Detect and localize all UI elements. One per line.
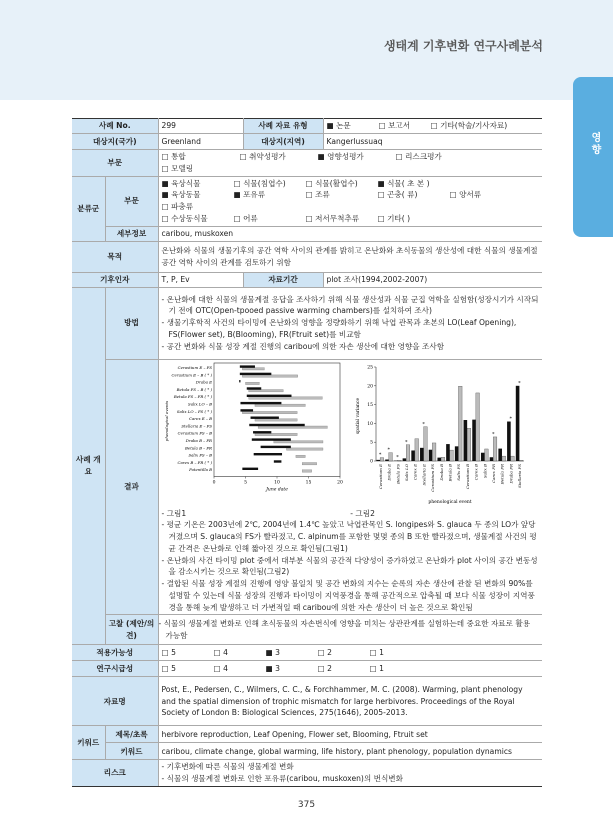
bar-control [248,389,283,391]
y-tick-label: Betula FS – FR ( * ) [173,393,212,399]
y-tick-label: Salix LO – B [187,401,212,407]
bar-warmed [420,447,424,460]
x-tick-label: 5 [243,480,247,486]
bar-control [501,456,505,461]
site-region: Kangerlussuaq [323,134,542,150]
checkbox-option[interactable]: □ 식물(활엽수) [306,178,378,190]
bar-control [273,440,322,442]
checkbox-option[interactable]: ■ 포유류 [234,189,306,201]
checkbox-option[interactable]: □ 조류 [306,189,378,201]
bar-control [286,447,323,449]
y-tick-label: Cerastium FS – B [177,430,212,436]
bar-warmed [251,438,290,440]
label-applicability: 적용가능성 [72,645,158,661]
bar-warmed [250,416,278,418]
checkbox-option[interactable]: □ 양서류 [450,189,522,201]
y-tick-label: Salix FS – B [187,452,212,458]
period: plot 조사(1994,2002-2007) [323,272,542,287]
checkbox-option[interactable]: □ 저서무척추류 [306,213,378,225]
bar-warmed [249,423,304,425]
checkbox-option[interactable]: □ 기타(학술/기사자료) [431,120,483,132]
bar-control [254,418,296,420]
checkbox-option[interactable]: □ 5 [162,647,214,659]
x-tick-label: Carex E [412,463,418,480]
bar-warmed [463,420,467,461]
bar-control [510,456,514,461]
x-axis-label: June date [265,487,288,493]
y-tick-label: Stellaria E – FS [180,422,212,428]
checkbox-option[interactable]: □ 1 [370,647,422,659]
figure-2-caption: - 그림2 [350,508,539,520]
bar-control [432,443,436,461]
urgency-options [162,663,540,675]
x-tick-label: 20 [336,480,343,486]
bar-warmed [411,450,415,461]
bar-control [449,450,453,461]
label-keyword: 키워드 [72,726,105,760]
bar-warmed [515,385,519,460]
checkbox-option[interactable]: □ 4 [214,663,266,675]
checkbox-option[interactable]: □ 어류 [234,213,306,225]
method-line: - 공간 변화와 식물 성장 계절 진행의 caribou에 의한 자손 생산에 대한 영향을 조사함 [162,341,540,353]
x-tick-label: Betula B [447,463,452,481]
bar-warmed [240,401,281,403]
x-tick-label: Draba FR [507,463,513,484]
case-table [72,118,542,787]
taxon-row-3 [162,213,540,225]
bar-control [414,438,418,460]
bar-control [302,462,316,464]
bar-warmed [253,453,281,455]
checkbox-option[interactable]: ■ 육상식물 [162,178,234,190]
checkbox-option[interactable]: □ 곤충( 류) [378,189,450,201]
bar-warmed [246,387,260,389]
checkbox-option[interactable]: □ 모델링 [162,163,240,175]
y-tick-label: 0 [369,459,373,465]
bar-warmed [402,458,406,461]
bar-warmed [507,421,511,460]
checkbox-option[interactable]: □ 수상동식물 [162,213,234,225]
side-tab[interactable] [573,77,613,237]
result-line: - 온난화의 사건 타이밍 plot 중에서 대부분 식물의 공간적 다양성이 증가하였고 온난화가 plot 사이의 공간 변동성을 감소시키는 것으로 확인됨(그림2) [162,555,540,579]
result-line: - 평균 기온은 2003년에 2℃, 2004년에 1.4℃ 높았고 낙엽관목인 S. longipes와 S. glauca 두 종의 LO가 앞당겨졌으며 S. glauca의 FS가 빨라졌고, C. alpinum를 포함한 몇몇 종의 B 또한 빨라졌으며, 생물계절 사건의 평균 간격은 온난화로 인해 짧아진 것으로 확인됨(그림1) [162,519,540,554]
figure-1-caption: - 그림1 [162,508,351,520]
checkbox-option[interactable]: □ 통합 [162,151,240,163]
label-urgency: 연구시급성 [72,661,158,677]
site-country: Greenland [158,134,243,150]
checkbox-option[interactable]: ■ 식물( 초 본 ) [378,178,450,190]
y-tick-label: Carex E – B [188,415,212,421]
purpose: 온난화와 식물의 생물기후의 공간 역학 사이의 관계를 밝히고 온난화와 초식동물의 생산성에 대한 식물의 생물계절 공간 역학 사이의 관계를 검토하기 위함 [158,241,542,272]
method-line: - 온난화에 대한 식물의 생물계절 응답을 조사하기 위해 식물 생산성과 식물 군집 역학을 실험함(성장시기가 시작되기 전에 OTC(Open-tpooed passive warming chambers)를 설치하여 조사) [162,294,540,318]
bar-control [423,426,427,460]
risk-line: - 기후변화에 따른 식물의 생물계절 변화 [162,761,540,773]
bar-warmed [239,365,254,367]
label-detail: 세부정보 [105,226,158,241]
x-tick-label: 10 [273,480,280,486]
bar-control [254,433,296,435]
label-taxon: 분류군 [72,176,105,241]
x-tick-label: Draba E [386,463,392,481]
label-purpose: 목적 [72,241,158,272]
bar-control [484,449,488,461]
checkbox-option[interactable]: □ 5 [162,663,214,675]
label-result: 결과 [105,359,158,615]
discussion: - 식물의 생물계절 변화로 인해 초식동물의 자손번식에 영향을 미치는 상관관계를 실험하는데 중요한 자료로 활용 가능함 [158,615,542,645]
checkbox-option[interactable]: ■ 논문 [327,120,379,132]
kw-kw: caribou, climate change, global warming, life history, plant phenology, population dynamics [158,743,542,760]
bar-control [248,396,322,398]
bar-warmed [498,448,502,460]
risk-line: - 식물의 생물계절 변화로 인한 포유류(caribou, muskoxen)의 번식변화 [162,773,540,785]
bar-warmed [273,460,281,462]
label-risk: 리스크 [72,760,158,787]
significance-mark: * [404,438,407,445]
taxon-row-1 [162,178,540,190]
x-tick-label: 0 [212,480,215,486]
bar-warmed [376,459,380,460]
checkbox-option[interactable]: ■ 육상동물 [162,189,234,201]
bar-warmed [480,452,484,460]
y-tick-label: Draba E [195,379,212,385]
significance-mark: * [491,431,495,438]
bar-warmed [239,372,271,374]
bar-control [254,404,304,406]
x-tick-label: 15 [305,480,311,486]
label-kw-title: 제목/초록 [105,726,158,743]
checkbox-option[interactable]: □ 보고서 [379,120,431,132]
bar-warmed [242,467,258,469]
label-site-region: 대상지(지역) [243,134,323,150]
y-tick-label: Salix LO – FS ( * ) [176,408,212,414]
bar-control [245,382,259,384]
x-tick-label: Betula FR [499,463,505,484]
significance-mark: * [421,420,425,427]
y-tick-label: Cerastium E – B ( * ) [170,371,212,377]
checkbox-option[interactable]: □ 2 [318,647,370,659]
bar-control [302,469,311,471]
climate-factor: T, P, Ev [158,272,243,287]
label-source: 자료명 [72,677,158,726]
x-tick-label: Stellaria E [420,463,426,486]
bar-warmed [437,457,441,460]
x-tick-label: Salix LO [403,463,409,481]
figure-2-chart [352,361,527,508]
checkbox-option[interactable]: ■ 3 [266,663,318,675]
significance-mark: * [395,454,399,461]
x-tick-label: Cerastium E [377,463,383,489]
y-axis-label: phenological events [163,400,169,441]
y-tick-label: 25 [366,365,373,371]
x-tick-label: Salix FS [455,463,461,481]
header-title: 생태계 기후변화 연구사례분석 [383,39,543,53]
y-tick-label: 10 [366,421,373,427]
bar-control [258,426,327,428]
bar-control [441,457,445,461]
source: Post, E., Pedersen, C., Wilmers, C. C., & Forchhammer, M. C. (2008). Warming, plant phenology and the spatial dimension of trophic mismatch for large herbivores. Proceedings of the Royal Society of London B: Biological Sciences, 275(1646), 2005-2013. [158,677,542,726]
bar-warmed [472,419,476,460]
y-tick-label: 5 [369,440,373,446]
label-overview: 사례 개요 [72,287,105,645]
y-tick-label: Betula FS – B ( * ) [176,386,212,392]
x-tick-label: Salix B [481,463,487,478]
x-axis-label: phenological event [427,499,472,505]
x-tick-label: Cerastium B [464,463,470,489]
bar-warmed [239,380,240,382]
taxon-row-2 [162,189,540,213]
label-kw-kw: 키워드 [105,743,158,760]
checkbox-option[interactable]: □ 파충류 [162,201,234,213]
significance-mark: * [378,451,381,458]
bar-control [406,444,410,460]
label-case-no: 사례 No. [72,119,158,134]
y-tick-label: 15 [366,402,373,408]
y-axis-label: spatial variance [355,397,361,434]
y-tick-label: Potentilla B [188,466,212,472]
label-site-country: 대상지(국가) [72,134,158,150]
y-tick-label: Betula B – FR [184,444,212,450]
x-tick-label: Carex B [473,463,479,480]
side-tab-label: 영향 [589,132,600,156]
significance-mark: * [387,446,390,453]
page-number: 375 [297,800,316,810]
checkbox-option[interactable]: □ 4 [214,647,266,659]
x-tick-label: Carex FR [490,463,496,483]
y-tick-label: Carex B – FR ( * ) [177,459,212,465]
label-taxon-sector: 부문 [105,176,158,226]
x-tick-label: Stellaria FS [516,463,522,488]
figure-1-chart [162,361,352,508]
sector-options [162,151,540,175]
bar-warmed [240,409,253,411]
bar-control [295,455,304,457]
bar-warmed [253,431,271,433]
checkbox-option[interactable]: ■ 3 [266,647,318,659]
checkbox-option[interactable]: □ 식물(침엽수) [234,178,306,190]
kw-title: herbivore reproduction, Leaf Opening, Flower set, Blooming, Ftruit set [158,726,542,743]
label-case-type: 사례 자료 유형 [243,119,323,134]
result-line: - 결합된 식물 성장 계절의 진행에 영양 불일치 및 공간 변화의 지수는 순록의 자손 생산에 관찰 된 변화의 90%를 설명할 수 있는데 식물 성장의 진행과 타이밍이 지역풍경을 통해 공간적으로 압축될 때 보다 식물 성장이 지역풍경을 통해 늦게 발생하고 더 가변적일 때 caribou에 의한 자손 생산이 더 높은 것으로 확인됨 [162,578,540,613]
label-method: 방법 [105,287,158,359]
checkbox-option[interactable]: □ 2 [318,663,370,675]
checkbox-option[interactable]: □ 리스크평가 [396,151,474,163]
bar-warmed [260,445,290,447]
bar-warmed [454,446,458,461]
bar-control [458,386,462,461]
label-period: 자료기간 [243,272,323,287]
detail: caribou, muskoxen [158,226,542,241]
checkbox-option[interactable]: ■ 영향성평가 [318,151,396,163]
bar-control [242,367,264,369]
x-tick-label: Draba B [438,463,444,481]
checkbox-option[interactable]: □ 기타( ) [378,213,450,225]
bar-warmed [489,457,493,461]
x-tick-label: Betula FS [394,463,400,484]
significance-mark: * [517,379,521,386]
bar-warmed [246,394,291,396]
checkbox-option[interactable]: □ 1 [370,663,422,675]
bar-control [388,452,392,460]
checkbox-option[interactable]: □ 취약성평가 [240,151,318,163]
case-no: 299 [158,119,243,134]
bar-control [467,428,471,461]
label-climate-factor: 기후인자 [72,272,158,287]
bar-warmed [385,459,389,461]
y-tick-label: Cerastium E – FS [177,364,212,370]
label-sector: 부문 [72,150,158,177]
bar-control [242,411,297,413]
x-tick-label: Cerastium FS [429,463,435,492]
y-tick-label: Draba B – FR [185,437,212,443]
case-type-options [327,120,540,132]
applicability-options [162,647,540,659]
bar-control [519,460,523,461]
bar-control [242,374,297,376]
method-line: - 생물기후학적 사건의 타이밍에 온난화의 영향을 정량화하기 위해 낙엽 관목과 초본의 LO(Leaf Opening), FS(Flower set), B(Blooming), FR(Ftruit set)를 비교함 [162,317,540,341]
bar-warmed [428,449,432,460]
bar-control [475,393,479,461]
bar-control [493,437,497,461]
y-tick-label: 20 [366,383,373,389]
significance-mark: * [508,415,512,422]
bar-warmed [446,444,450,461]
label-discussion: 고찰 (제안/의견) [105,615,158,645]
